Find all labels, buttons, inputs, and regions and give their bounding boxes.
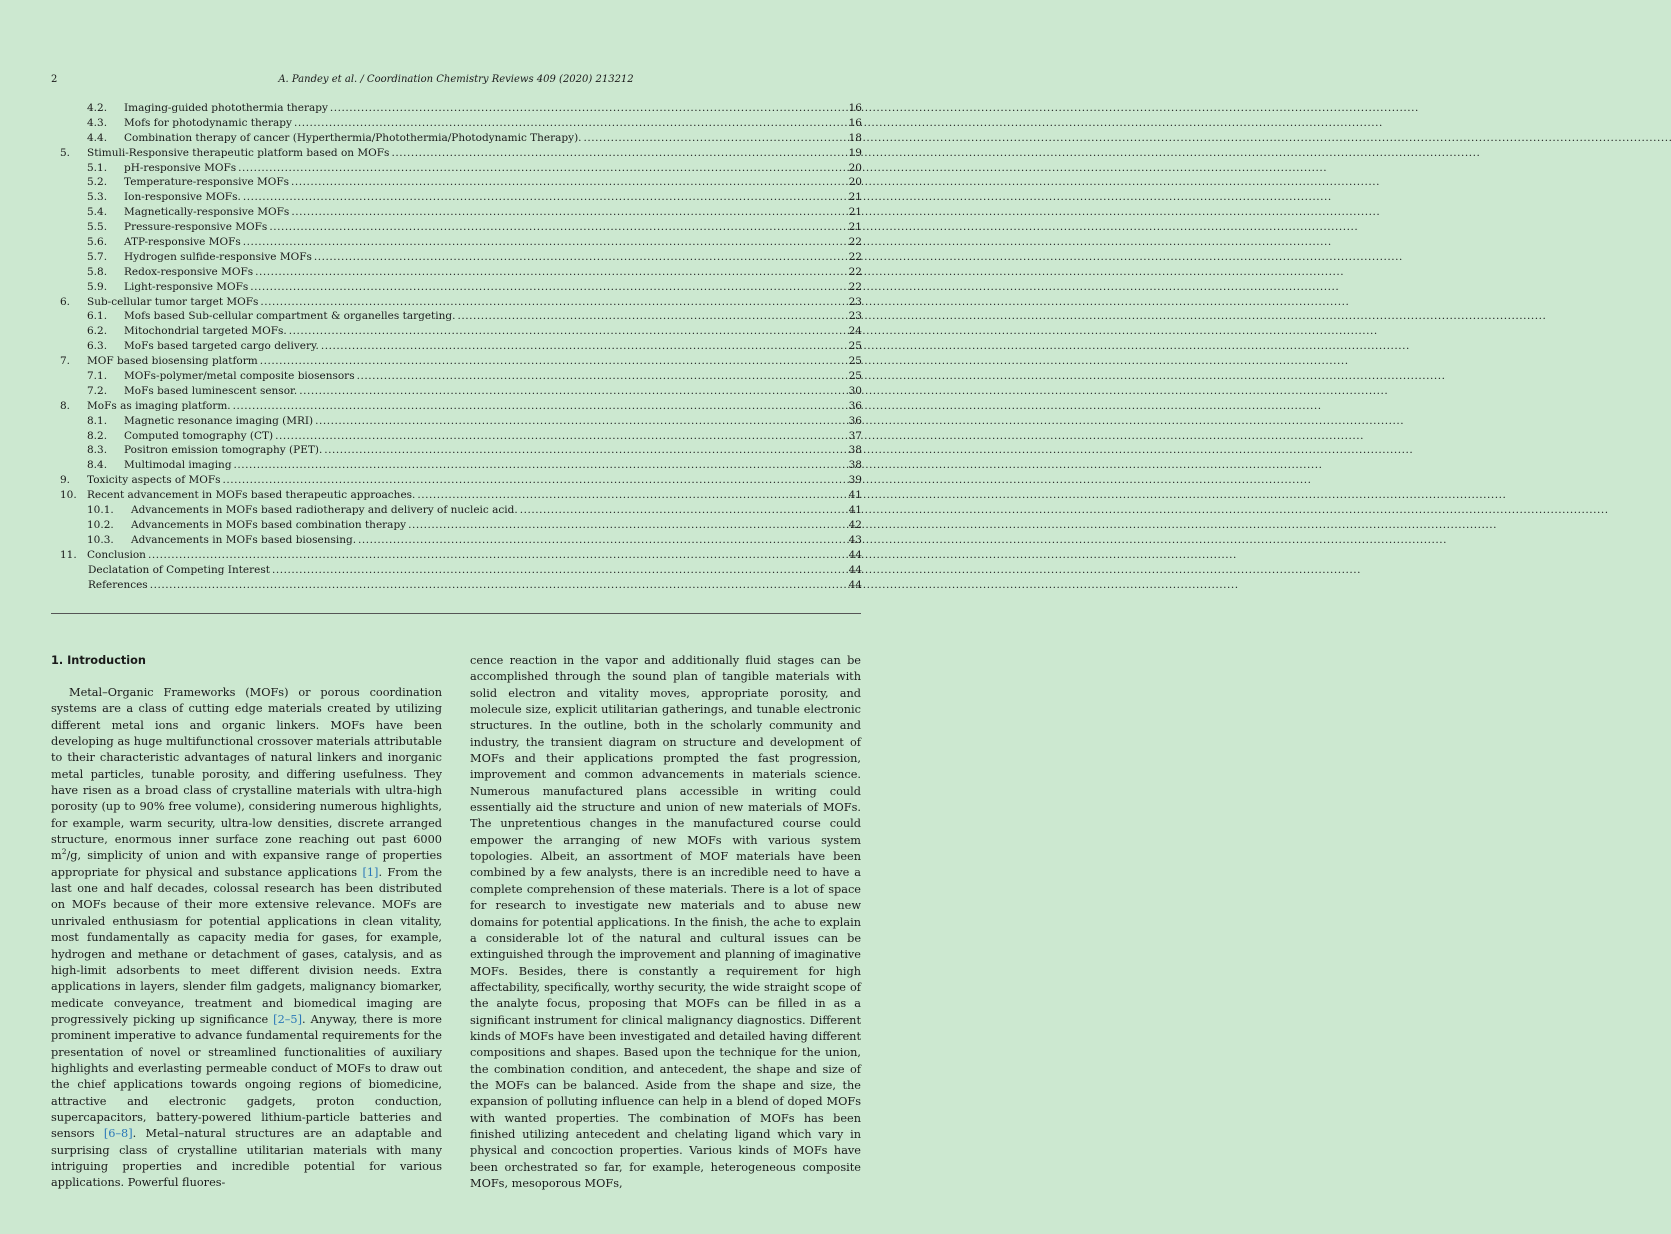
toc-entry[interactable]: [51, 220, 862, 235]
toc-leader: [328, 101, 1417, 116]
toc-title: Advancements in MOFs based radiotherapy and delivery of nucleic acid.: [131, 504, 518, 517]
toc-title: Multimodal imaging: [124, 459, 232, 472]
toc-entry[interactable]: [51, 161, 862, 176]
toc-title: References: [88, 578, 148, 591]
text-run: . From the last one and half decades, colossal research has been distributed on MOFs because of their more extensive relevance. MOFs are unrivaled enthusiasm for potential applications in clean vitality, most fundamentally as capacity media for gases, for example, hydrogen and methane or detachment of gases, catalysis, and as high-limit adsorbents to meet different division needs. Extra applications in layers, slender film gadgets, malignancy biomarker, medicate conveyance, treatment and biomedical imaging are progressively picking up significance: [51, 865, 442, 1026]
toc-leader: [232, 458, 1321, 473]
toc-title: MOFs-polymer/metal composite biosensors: [124, 370, 355, 383]
left-column: [51, 653, 442, 1192]
toc-page-number: 20: [848, 176, 862, 189]
toc-leader: [236, 161, 1325, 176]
toc-entry[interactable]: [51, 533, 862, 548]
toc-page-number: 25: [848, 340, 862, 353]
toc-number: 5.3.: [87, 191, 108, 204]
toc-leader: [270, 563, 1359, 578]
toc-page-number: 21: [848, 206, 862, 219]
toc-entry[interactable]: [51, 414, 862, 429]
toc-leader: [355, 369, 1444, 384]
toc-page-number: 37: [848, 429, 862, 442]
toc-title: Sub-cellular tumor target MOFs: [87, 295, 259, 308]
toc-title: Magnetic resonance imaging (MRI): [124, 414, 314, 427]
toc-number: 8.: [60, 399, 71, 412]
toc-entry[interactable]: [51, 429, 862, 444]
toc-entry[interactable]: [51, 548, 862, 563]
intro-paragraph-continued: cence reaction in the vapor and additionally fluid stages can be accomplished through the sound plan of tangible materials with solid electron and vitality moves, appropriate porosity, and molecule size, explicit utilitarian gatherings, and tunable electronic structures. In the outline, both in the scholarly community and industry, the transient diagram on structure and development of MOFs and their applications prompted the fast progression, improvement and common advancements in materials science. Numerous manufactured plans accessible in writing could essentially aid the structure and union of new materials of MOFs. The unpretentious changes in the manufactured course could empower the arranging of new MOFs with various system topologies. Albeit, an assortment of MOF materials have been combined by a few analysts, there is an incredible need to have a complete comprehension of these materials. There is a lot of space for research to investigate new materials and to abuse new domains for potential applications. In the finish, the ache to explain a considerable lot of the natural and cultural issues can be extinguished through the improvement and planning of imaginative MOFs. Besides, there is constantly a requirement for high affectability, specifically, worthy security, the wide straight scope of the analyte focus, proposing that MOFs can be filled in as a significant instrument for clinical malignancy diagnostics. Different kinds of MOFs have been investigated and detailed having different compositions and shapes. Based upon the technique for the union, the combination condition, and antecedent, the shape and size of the MOFs can be balanced. Aside from the shape and size, the expansion of polluting influence can help in a blend of doped MOFs with wanted properties. The combination of MOFs has been finished utilizing antecedent and chelating ligand which vary in physical and concoction properties. Various kinds of MOFs have been orchestrated so far, for example, heterogeneous composite MOFs, mesoporous MOFs,: [470, 654, 861, 1190]
toc-leader: [356, 533, 1445, 548]
toc-entry[interactable]: [51, 265, 862, 280]
intro-paragraph: [51, 685, 442, 1192]
toc-leader: [258, 295, 1347, 310]
toc-leader: [322, 443, 1411, 458]
toc-leader: [273, 429, 1362, 444]
toc-number: 5.2.: [87, 176, 108, 189]
superscript: 2: [61, 847, 67, 857]
toc-number: 4.3.: [87, 116, 108, 129]
toc-leader: [289, 205, 1378, 220]
toc-page-number: 20: [848, 161, 862, 174]
toc-page-number: 41: [848, 504, 862, 517]
toc-number: 5.: [60, 146, 71, 159]
table-of-contents: [51, 101, 862, 592]
toc-page-number: 22: [848, 250, 862, 263]
toc-leader: [292, 116, 1381, 131]
toc-entry[interactable]: [51, 354, 862, 369]
toc-title: Computed tomography (CT): [124, 429, 274, 442]
toc-entry[interactable]: [51, 443, 862, 458]
toc-number: 8.3.: [87, 444, 108, 457]
toc-number: 6.1.: [87, 310, 108, 323]
toc-page-number: 38: [848, 459, 862, 472]
toc-entry[interactable]: [51, 518, 862, 533]
toc-leader: [455, 309, 1544, 324]
toc-entry[interactable]: [51, 131, 862, 146]
toc-title: Recent advancement in MOFs based therapeutic approaches.: [87, 489, 416, 502]
toc-number: 6.: [60, 295, 71, 308]
toc-title: Positron emission tomography (PET).: [124, 444, 323, 457]
toc-page-number: 18: [848, 131, 862, 144]
toc-page-number: 36: [848, 399, 862, 412]
toc-leader: [518, 503, 1607, 518]
toc-entry[interactable]: [51, 146, 862, 161]
toc-number: 7.1.: [87, 370, 108, 383]
toc-number: 6.3.: [87, 340, 108, 353]
toc-leader: [319, 339, 1408, 354]
toc-leader: [258, 354, 1347, 369]
toc-title: Advancements in MOFs based biosensing.: [131, 533, 357, 546]
toc-title: Mofs based Sub-cellular compartment & organelles targeting.: [124, 310, 456, 323]
toc-entry[interactable]: [51, 205, 862, 220]
toc-title: Pressure-responsive MOFs: [124, 221, 268, 234]
toc-number: 10.3.: [87, 533, 114, 546]
toc-number: 10.2.: [87, 518, 114, 531]
toc-title: Stimuli-Responsive therapeutic platform based on MOFs: [87, 146, 390, 159]
toc-number: 5.8.: [87, 265, 108, 278]
toc-number: 5.1.: [87, 161, 108, 174]
toc-title: Combination therapy of cancer (Hyperthermia/Photothermia/Photodynamic Therapy).: [124, 131, 582, 144]
toc-leader: [241, 190, 1330, 205]
toc-entry[interactable]: [51, 458, 862, 473]
toc-leader: [267, 220, 1356, 235]
toc-page-number: 42: [848, 518, 862, 531]
toc-number: 9.: [60, 474, 71, 487]
toc-page-number: 22: [848, 236, 862, 249]
citation-link[interactable]: [1]: [362, 865, 379, 879]
toc-title: MoFs based targeted cargo delivery.: [124, 340, 319, 353]
toc-entry[interactable]: [51, 190, 862, 205]
toc-number: 5.4.: [87, 206, 108, 219]
toc-title: Toxicity aspects of MOFs: [87, 474, 221, 487]
toc-entry[interactable]: [51, 369, 862, 384]
toc-title: Temperature-responsive MOFs: [124, 176, 290, 189]
divider: [51, 613, 861, 614]
toc-entry[interactable]: [51, 175, 862, 190]
toc-title: MOF based biosensing platform: [87, 355, 258, 368]
toc-page-number: 24: [848, 325, 862, 338]
toc-title: MoFs based luminescent sensor.: [124, 384, 298, 397]
toc-leader: [406, 518, 1495, 533]
toc-entry[interactable]: [51, 280, 862, 295]
toc-page-number: 23: [848, 295, 862, 308]
toc-entry[interactable]: [51, 101, 862, 116]
text-run: /g, simplicity of union and with expansive range of properties appropriate for physical and substance applications: [51, 849, 442, 879]
page-header: [51, 72, 861, 88]
toc-page-number: 41: [848, 489, 862, 502]
toc-leader: [415, 488, 1504, 503]
toc-page-number: 21: [848, 191, 862, 204]
toc-page-number: 23: [848, 310, 862, 323]
right-column: [470, 653, 861, 1192]
toc-title: Mofs for photodynamic therapy: [124, 116, 292, 129]
toc-number: 5.7.: [87, 250, 108, 263]
toc-entry[interactable]: [51, 473, 862, 488]
toc-title: Imaging-guided photothermia therapy: [124, 102, 328, 114]
toc-page-number: 44: [848, 563, 862, 576]
toc-entry[interactable]: [51, 324, 862, 339]
toc-entry[interactable]: [51, 384, 862, 399]
section-heading: 1. Introduction: [51, 654, 146, 667]
toc-title: Declatation of Competing Interest: [88, 563, 270, 576]
toc-title: Mitochondrial targeted MOFs.: [124, 325, 287, 338]
toc-page-number: 21: [848, 221, 862, 234]
toc-leader: [389, 146, 1478, 161]
toc-number: 5.5.: [87, 221, 108, 234]
running-head: A. Pandey et al. / Coordination Chemistry Reviews 409 (2020) 213212: [278, 74, 634, 85]
toc-entry[interactable]: [51, 295, 862, 310]
toc-page-number: 44: [848, 548, 862, 561]
toc-title: Magnetically-responsive MOFs: [124, 206, 290, 219]
citation-link[interactable]: [2–5]: [273, 1012, 303, 1026]
toc-leader: [287, 324, 1376, 339]
page-number: 2: [51, 74, 58, 85]
toc-title: Conclusion: [87, 548, 146, 561]
toc-page-number: 16: [848, 102, 862, 114]
toc-page-number: 22: [848, 265, 862, 278]
toc-number: 6.2.: [87, 325, 108, 338]
toc-leader: [241, 235, 1330, 250]
toc-leader: [289, 175, 1378, 190]
toc-number: 10.1.: [87, 504, 114, 517]
toc-page-number: 25: [848, 370, 862, 383]
toc-entry[interactable]: [51, 339, 862, 354]
toc-title: Advancements in MOFs based combination therapy: [131, 518, 407, 531]
toc-title: pH-responsive MOFs: [124, 161, 237, 174]
toc-entry[interactable]: [51, 563, 862, 578]
toc-page-number: 44: [848, 578, 862, 591]
toc-entry[interactable]: [51, 309, 862, 324]
toc-title: Ion-responsive MOFs.: [124, 191, 241, 204]
toc-title: Light-responsive MOFs: [124, 280, 249, 293]
toc-page-number: 36: [848, 414, 862, 427]
toc-number: 7.2.: [87, 384, 108, 397]
toc-entry[interactable]: [51, 235, 862, 250]
text-run: . Metal–natural structures are an adaptable and surprising class of crystalline utilitarian materials with many intriguing properties and incredible potential for various applications. Powerful fluores-: [51, 1127, 442, 1190]
toc-page-number: 22: [848, 280, 862, 293]
toc-number: 5.6.: [87, 236, 108, 249]
toc-entry[interactable]: [51, 250, 862, 265]
text-run: . Anyway, there is more prominent imperative to advance fundamental requirements for the presentation of novel or streamlined functionalities of auxiliary highlights and everlasting permeable conduct of MOFs to draw out the chief applications towards ongoing regions of biomedicine, attractive and electronic gadgets, proton conduction, supercapacitors, battery-powered lithium-particle batteries and sensors: [51, 1012, 442, 1141]
toc-leader: [221, 473, 1310, 488]
toc-leader: [253, 265, 1342, 280]
toc-number: 11.: [60, 548, 77, 561]
toc-leader: [582, 131, 1671, 146]
toc-page-number: 30: [848, 384, 862, 397]
toc-page-number: 38: [848, 444, 862, 457]
toc-title: ATP-responsive MOFs: [124, 236, 241, 249]
citation-link[interactable]: [6–8]: [103, 1127, 133, 1141]
toc-number: 7.: [60, 355, 71, 368]
toc-page-number: 39: [848, 474, 862, 487]
toc-number: 10.: [60, 489, 77, 502]
toc-number: 8.1.: [87, 414, 108, 427]
toc-leader: [148, 578, 1237, 593]
toc-title: Redox-responsive MOFs: [124, 265, 254, 278]
toc-page-number: 16: [848, 116, 862, 129]
toc-entry[interactable]: [51, 488, 862, 503]
toc-number: 8.2.: [87, 429, 108, 442]
toc-number: 4.4.: [87, 131, 108, 144]
toc-page-number: 43: [848, 533, 862, 546]
toc-title: MoFs as imaging platform.: [87, 399, 231, 412]
toc-leader: [146, 548, 1235, 563]
toc-page-number: 25: [848, 355, 862, 368]
toc-number: 5.9.: [87, 280, 108, 293]
toc-entry[interactable]: [51, 116, 862, 131]
toc-title: Hydrogen sulfide-responsive MOFs: [124, 250, 312, 263]
toc-leader: [231, 399, 1320, 414]
toc-entry[interactable]: [51, 503, 862, 518]
toc-entry[interactable]: [51, 399, 862, 414]
toc-leader: [248, 280, 1337, 295]
toc-page-number: 19: [848, 146, 862, 159]
text-run: Metal–Organic Frameworks (MOFs) or porous coordination systems are a class of cutting edge materials created by utilizing different metal ions and organic linkers. MOFs have been developing as huge multifunctional crossover materials attributable to their characteristic advantages of natural linkers and inorganic metal particles, tunable porosity, and differing usefulness. They have risen as a broad class of crystalline materials with ultra-high porosity (up to 90% free volume), considering numerous highlights, for example, warm security, ultra-low densities, discrete arranged structure, enormous inner surface zone reaching out past 6000 m: [51, 686, 442, 863]
toc-number: 8.4.: [87, 459, 108, 472]
toc-number: 4.2.: [87, 102, 108, 114]
toc-entry[interactable]: [51, 578, 862, 593]
